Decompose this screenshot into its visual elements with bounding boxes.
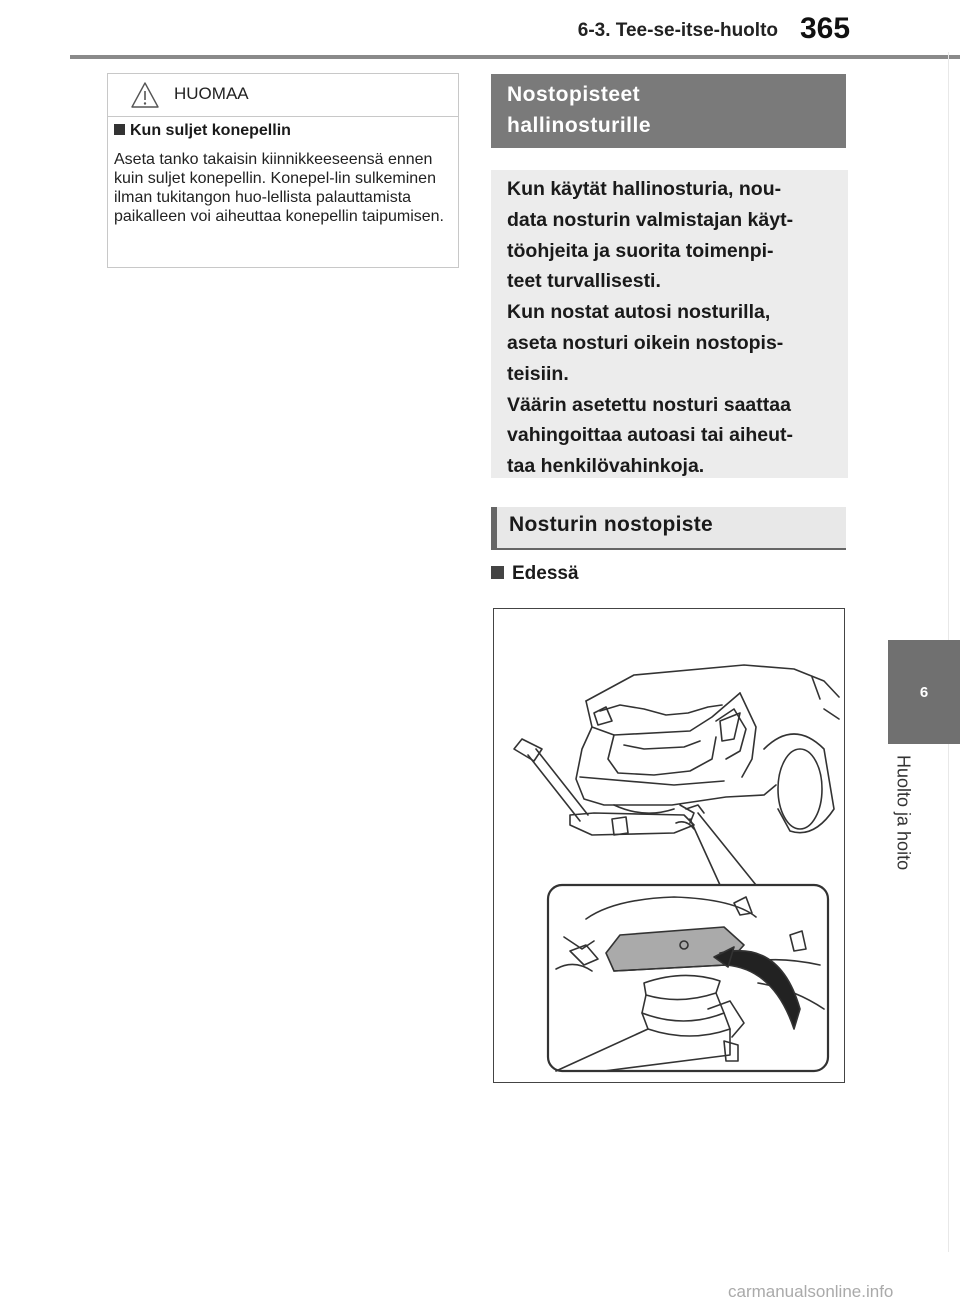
chapter-number: 6: [919, 683, 929, 701]
chapter-title: Huolto ja hoito: [893, 755, 914, 871]
chapter-tab[interactable]: [888, 640, 960, 744]
intro-line: teet turvallisesti.: [507, 270, 661, 293]
page-number: 365: [800, 12, 851, 45]
notice-body: Aseta tanko takaisin kiinnikkeeseensä ennen kuin suljet konepellin. Konepel-lin sulkeminen ilman tukitangon huo-lellista palauttamista paikalleen voi aiheuttaa konepellin taipumisen.: [114, 151, 444, 225]
notice-header: [108, 74, 458, 117]
warning-triangle-icon: [130, 81, 160, 109]
header-divider: [70, 55, 960, 59]
square-bullet-icon: [114, 124, 125, 135]
section-heading-jack-point: Nosturin nostopiste: [491, 507, 846, 550]
subheading-front: Edessä: [491, 563, 579, 585]
intro-line: Kun käytät hallinosturia, nou-: [507, 178, 782, 200]
intro-line: data nosturin valmistajan käyt-: [507, 208, 794, 231]
chapter-title-vertical: [878, 755, 928, 905]
section-header: 6-3. Tee-se-itse-huolto: [577, 20, 778, 41]
intro-line: vahingoittaa autoasi tai aiheut-: [507, 424, 794, 447]
notice-box: [107, 73, 459, 268]
notice-subheading: Kun suljet konepellin: [114, 122, 291, 140]
intro-line: Kun nostat autosi nosturilla,: [507, 301, 771, 324]
section-heading-jack-points: [491, 74, 846, 148]
section-heading-line2: hallinosturille: [507, 114, 652, 137]
car-front-jack-illustration: [494, 609, 845, 1083]
section-heading-line1: Nostopisteet: [507, 83, 641, 106]
notice-title: HUOMAA: [174, 84, 249, 103]
footer-watermark: carmanualsonline.info: [728, 1282, 894, 1301]
intro-line: aseta nosturi oikein nostopis-: [507, 331, 784, 354]
jack-illustration-frame: [493, 608, 845, 1083]
intro-line: teisiin.: [507, 362, 569, 385]
intro-box: [491, 170, 848, 478]
intro-line: töohjeita ja suorita toimenpi-: [507, 239, 774, 262]
intro-line: taa henkilövahinkoja.: [507, 455, 705, 478]
intro-line: Väärin asetettu nosturi saattaa: [507, 393, 791, 416]
square-bullet-icon: [491, 566, 504, 579]
